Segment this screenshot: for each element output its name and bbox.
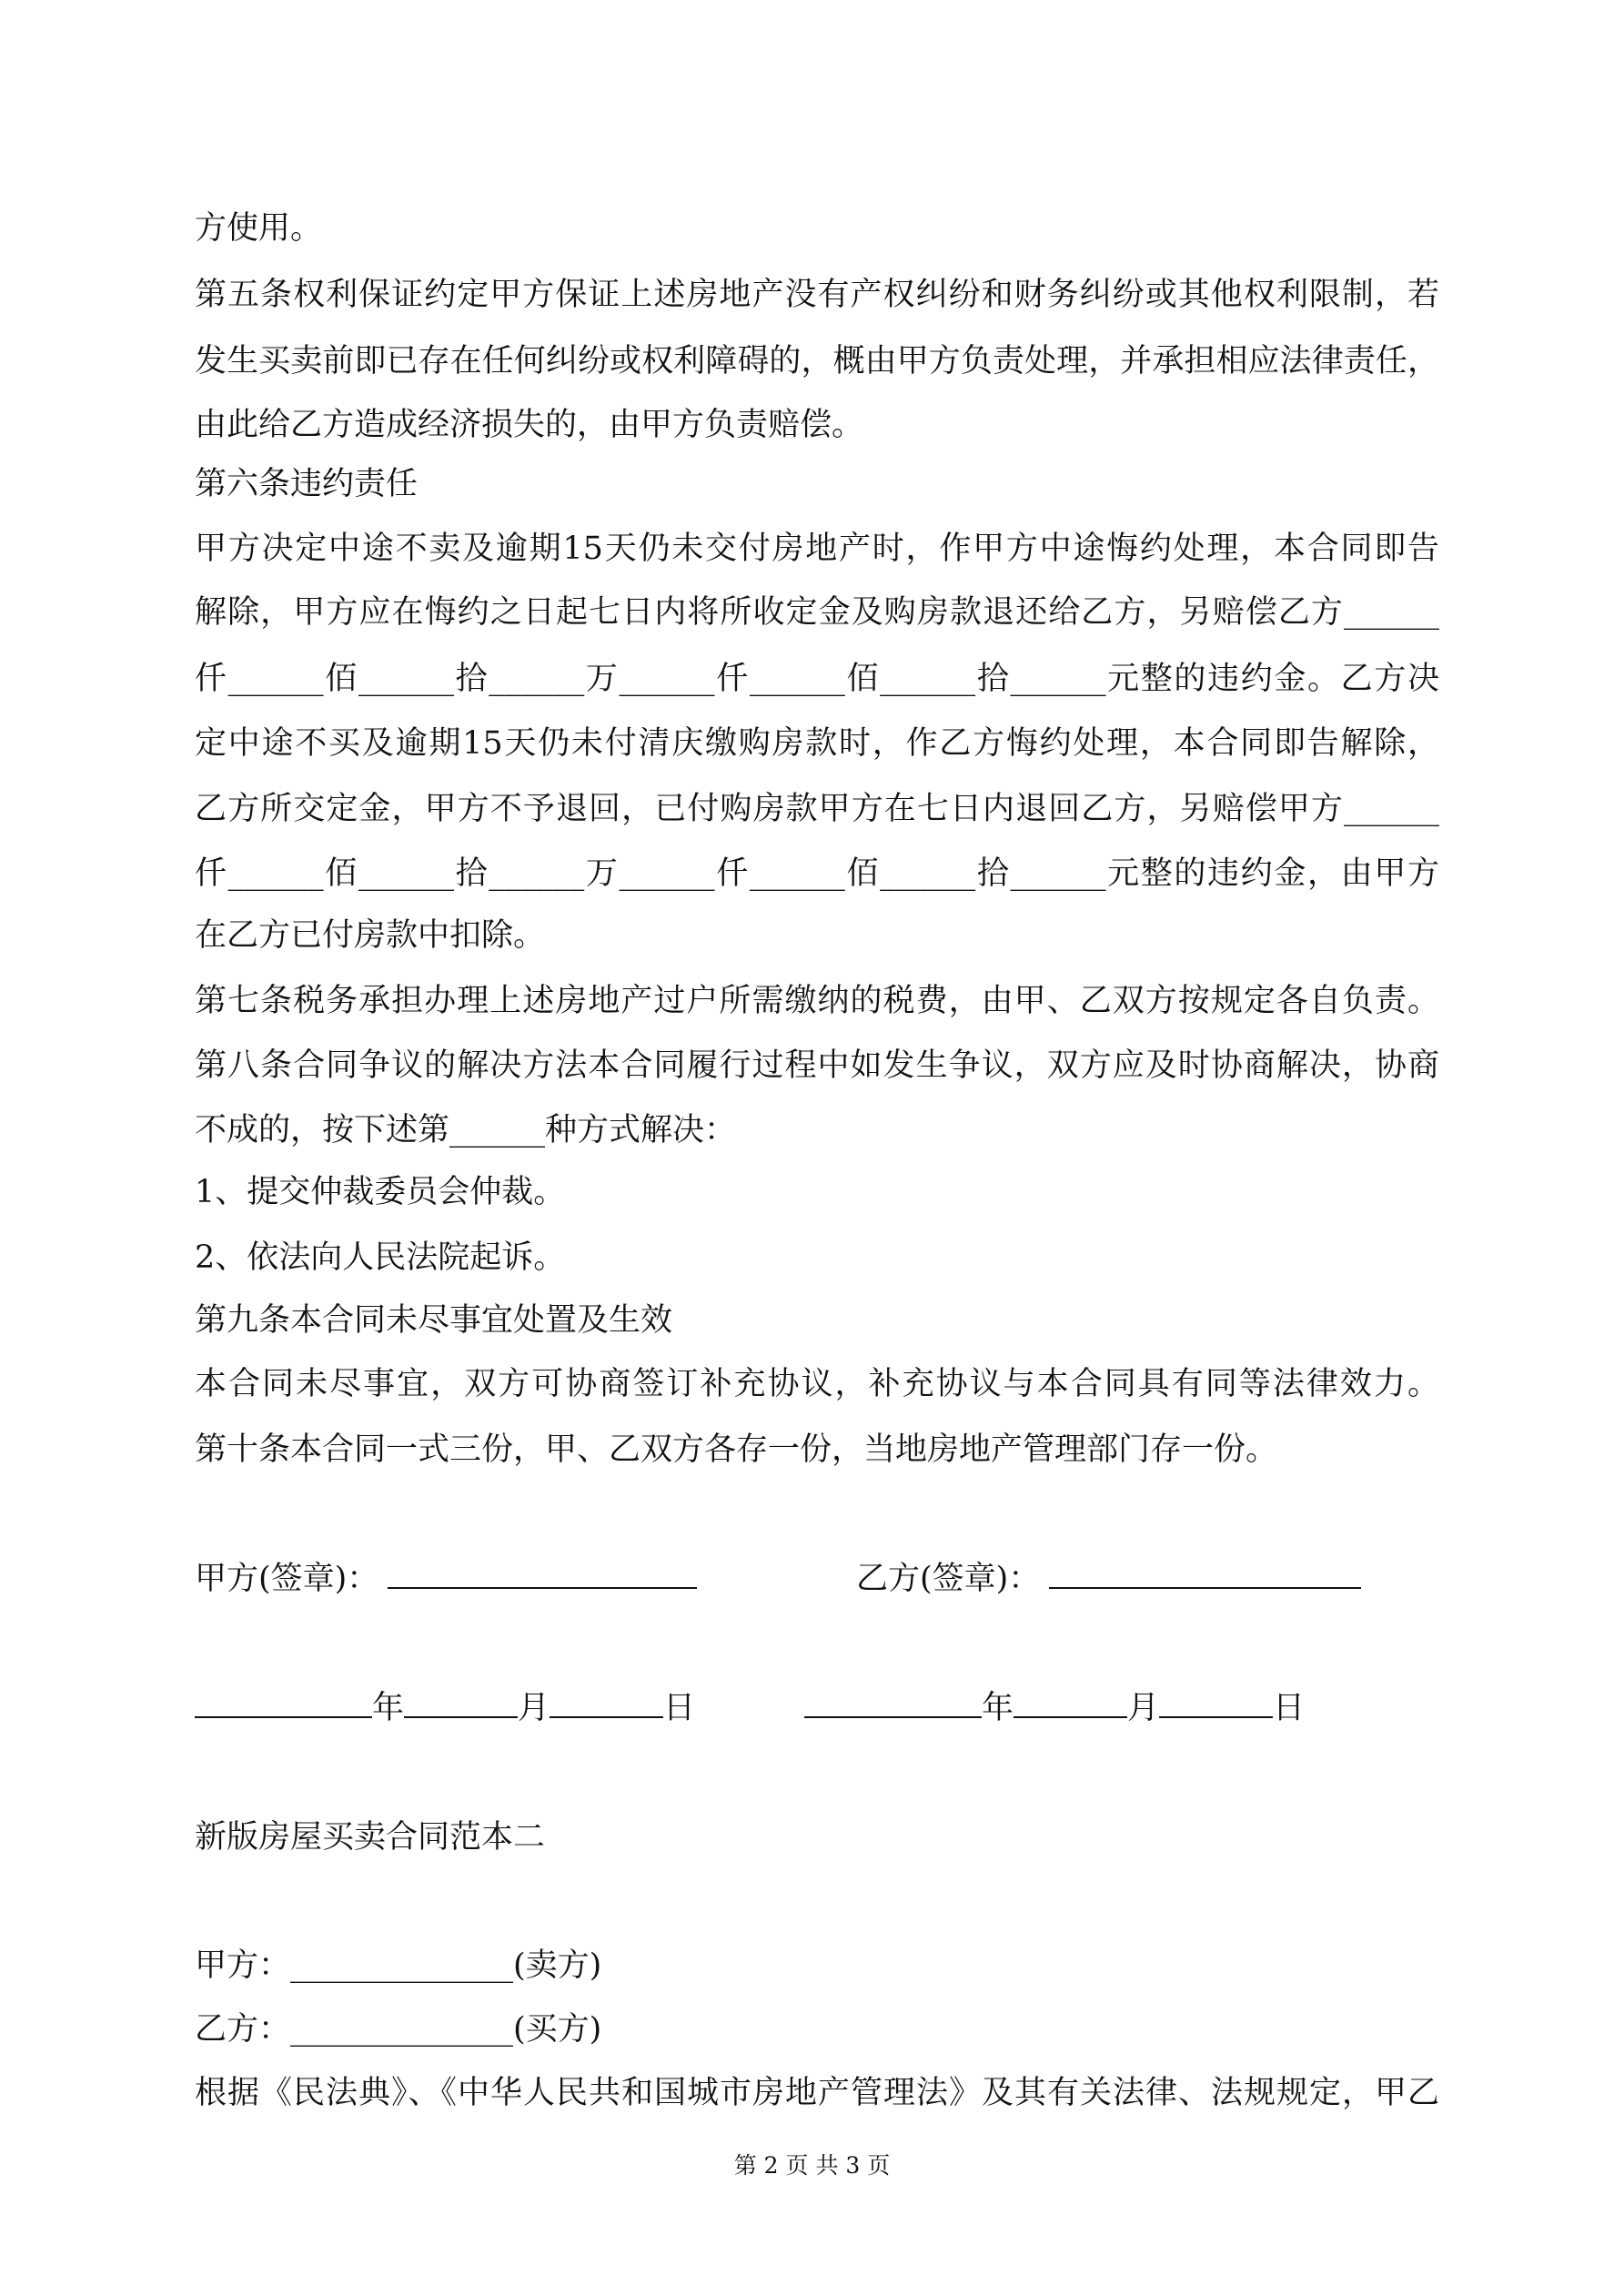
text-line: 在乙方已付房款中扣除。: [195, 917, 546, 954]
day-label: 日: [663, 1690, 696, 1726]
section-title: 新版房屋买卖合同范本二: [195, 1819, 546, 1856]
party-a-signature: [195, 1556, 697, 1602]
text-line: 2、依法向人民法院起诉。: [195, 1239, 566, 1276]
party-b-buyer: 乙方：______________(买方): [195, 2011, 602, 2048]
party-b-signature-line: [1049, 1556, 1361, 1589]
text-line: 第七条税务承担办理上述房地产过户所需缴纳的税费，由甲、乙双方按规定各自负责。: [195, 983, 1439, 1019]
text-line: 第十条本合同一式三份，甲、乙双方各存一份，当地房地产管理部门存一份。: [195, 1431, 1278, 1468]
party-b-signature-label: 乙方(签章)：: [856, 1561, 1041, 1597]
month-label: 月: [518, 1690, 550, 1726]
text-line: 乙方所交定金，甲方不予退回，已付购房款甲方在七日内退回乙方，另赔偿甲方______: [195, 791, 1439, 827]
page-footer: 第 2 页 共 3 页: [733, 2152, 891, 2179]
text-line: 解除，甲方应在悔约之日起七日内将所收定金及购房款退还给乙方，另赔偿乙方______: [195, 594, 1439, 631]
text-line: 甲方决定中途不卖及逾期15天仍未交付房地产时，作甲方中途悔约处理，本合同即告: [195, 531, 1439, 567]
text-line: 第五条权利保证约定甲方保证上述房地产没有产权纠纷和财务纠纷或其他权利限制，若: [195, 277, 1439, 313]
party-b-date: [804, 1685, 1305, 1731]
day-label: 日: [1273, 1690, 1306, 1726]
party-a-date: [195, 1685, 695, 1731]
text-line: 定中途不买及逾期15天仍未付清庆缴购房款时，作乙方悔约处理，本合同即告解除，: [195, 725, 1439, 762]
party-a-signature-label: 甲方(签章)：: [195, 1561, 379, 1597]
month-blank: [404, 1685, 518, 1718]
text-line: 仟______佰______拾______万______仟______佰______拾______元整的违约金。乙方决: [195, 661, 1439, 697]
text-line: 发生买卖前即已存在任何纠纷或权利障碍的，概由甲方负责处理，并承担相应法律责任，: [195, 343, 1439, 379]
text-line: 本合同未尽事宜，双方可协商签订补充协议，补充协议与本合同具有同等法律效力。: [195, 1366, 1439, 1402]
text-line: 1、提交仲裁委员会仲裁。: [195, 1174, 566, 1210]
party-a-seller: 甲方：______________(卖方): [195, 1947, 602, 1984]
party-a-signature-line: [388, 1556, 697, 1589]
intro-paragraph: 根据《民法典》、《中华人民共和国城市房地产管理法》及其有关法律、法规规定，甲乙: [195, 2075, 1439, 2111]
text-line: 方使用。: [195, 210, 323, 247]
month-blank: [1014, 1685, 1127, 1718]
text-line: 第六条违约责任: [195, 466, 419, 502]
year-blank: [195, 1685, 372, 1718]
text-line: 不成的，按下述第______种方式解决：: [195, 1112, 737, 1148]
month-label: 月: [1127, 1690, 1160, 1726]
text-line: 仟______佰______拾______万______仟______佰______拾______元整的违约金，由甲方: [195, 855, 1439, 892]
day-blank: [1159, 1685, 1273, 1718]
day-blank: [550, 1685, 663, 1718]
text-line: 由此给乙方造成经济损失的，由甲方负责赔偿。: [195, 407, 864, 443]
party-b-signature: [856, 1556, 1361, 1602]
text-line: 第八条合同争议的解决方法本合同履行过程中如发生争议，双方应及时协商解决，协商: [195, 1047, 1439, 1084]
year-blank: [804, 1685, 982, 1718]
year-label: 年: [982, 1690, 1014, 1726]
text-line: 第九条本合同未尽事宜处置及生效: [195, 1302, 673, 1339]
year-label: 年: [372, 1690, 405, 1726]
